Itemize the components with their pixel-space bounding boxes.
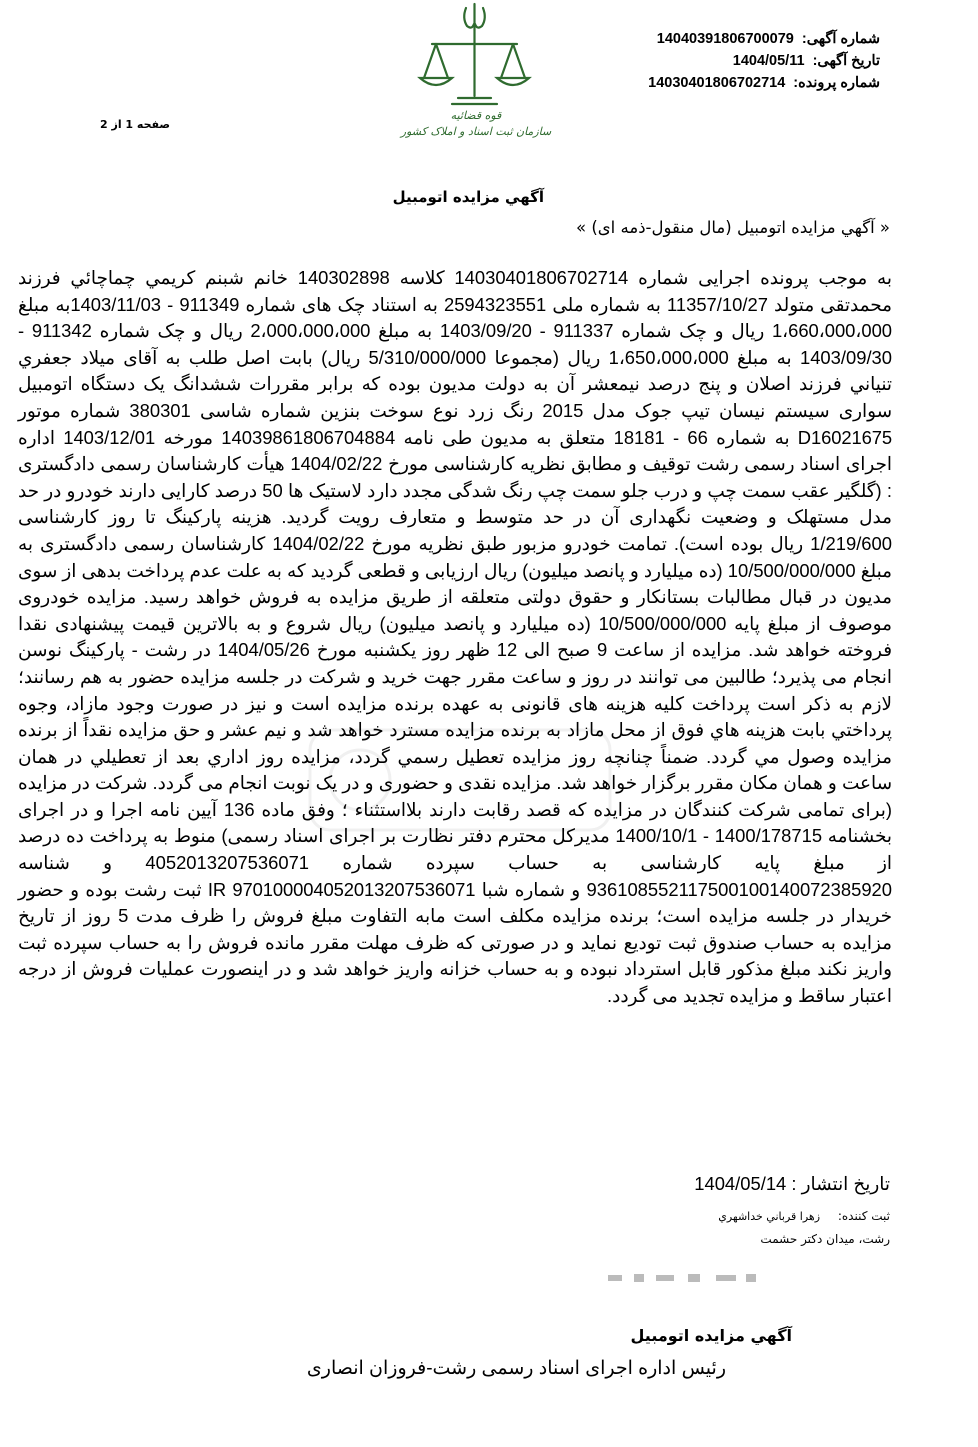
case-number-label: شماره پرونده: [793,75,880,91]
ad-date-value: 1404/05/11 [732,53,805,69]
ad-metadata [644,28,880,94]
registrar-address: رشت، میدان دکتر حشمت [760,1232,890,1246]
emblem-caption [386,108,566,140]
page-subtitle: « آگهي مزايده اتومبيل (مال منقول-ذمه ای) » [575,218,890,237]
publish-date-value: 1404/05/14 [694,1173,787,1194]
case-number-row [644,72,880,94]
ad-date-row [644,50,880,72]
ad-number-row [644,28,880,50]
publish-date-label: تاریخ انتشار : [791,1173,890,1194]
ad-number-label: شماره آگهی: [801,31,880,47]
announcement-body: به موجب پرونده اجرایی شماره 14030401806702714 کلاسه 140302898 خانم شبنم کريمي چماچائي فرزند محمدتقی متولد 11357/10/27 به شماره ملی 2594323551 به استناد چک های شماره 911349 - 1403/11/03به مبلغ 1،660،000،000 ریال و چک شماره 911337 - 1403/09/20 به مبلغ 2،000،000،000 ریال و چک شماره 911342 - 1403/09/30 به مبلغ 1،650،000،000 ریال (مجموعا 5/310/000/000 ریال) بابت اصل طلب به آقای میلاد جعفري تنياني فرزند اصلان و پنج درصد نیمعشر آن به دولت مدیون بوده که برابر مقررات ششدانگ یک دستگاه اتومبیل سواری سیستم نیسان تیپ جوک مدل 2015 رنگ زرد نوع سوخت بنزین شماره شاسی 380301 شماره موتور D16021675 به شماره 66 - 18181 متعلق به مدیون طی نامه 14039861806704884 مورخه 1403/12/01 اداره اجرای اسناد رسمی رشت توقیف و مطابق نظریه کارشناسی مورخ 1404/02/22 هيأت کارشناسان رسمی دادگستری : (گلگیر عقب سمت چپ و درب جلو سمت چپ رنگ شدگی مجدد دارد لاستیک ها 50 درصد کارایی دارند خودرو در حد مدل مستهلک و وضعیت نگهداری آن در حد متوسط و متعارف رویت گردید. هزینه پارکینگ تا روز کارشناسی 1/219/600 ریال بوده است). تمامت خودرو مزبور طبق نظریه مورخ 1404/02/22 کارشناسان رسمی دادگستری به مبلغ 10/500/000/000 (ده میلیارد و پانصد میلیون) ريال ارزيابی و قطعی گرديد که به علت عدم پرداخت بدهی از سوی مدیون در قبال مطالبات بستانکار و حقوق دولتی متعلقه از طریق مزایده به فروش خواهد رسید. مزایده خودروی موصوف از مبلغ پایه 10/500/000/000 (ده میلیارد و پانصد میلیون) ریال شروع و به بالاترین قیمت پیشنهادی نقدا فروخته خواهد شد. مزایده از ساعت 9 صبح الی 12 ظهر روز یکشنبه مورخ 1404/05/26 در رشت - پارکینگ نوسن انجام می پذیرد؛ طالبین می توانند در روز و ساعت مقرر جهت خرید و شرکت در جلسه مزایده حضور به هم رسانند؛ لازم به ذکر است پرداخت کلیه هزینه های قانونی به عهده برنده مزایده است و نیز در صورت وجود مازاد، وجوه پرداختي بابت هزينه هاي فوق از محل مازاد به برنده مزایده مسترد خواهد شد و نیم عشر و حق مزایده نقداً از برنده مزايده وصول مي گردد. ضمناً چنانچه روز مزايده تعطيل رسمي گردد، مزايده روز اداري بعد از تعطيلي در همان ساعت و همان مکان مقرر برگزار خواهد شد. مزایده نقدی و حضوری و در یک نوبت انجام می گردد. شرکت در مزایده (برای تمامی شرکت کنندگان در مزایده که قصد رقابت دارند بلااستثناء ؛ وفق ماده 136 آيين نامه اجرا و در اجرای بخشنامه 1400/178715 - 1400/10/1 مدیرکل محترم دفتر نظارت بر اجرای اسناد رسمی) منوط به پرداخت ده درصد از مبلغ پايه کارشناسی به حساب سپرده شماره 4052013207536071 و شناسه 936108552117500100140072385920 و شماره شبا IR 970100004052013207536071 ثبت رشت بوده و حضور خریدار در جلسه مزایده است؛ برنده مزایده مکلف است مابه التفاوت مبلغ فروش را ظرف مدت 5 روز از تاریخ مزایده به حساب صندوق ثبت تودیع نماید و در صورتی که ظرف مهلت مقرر مانده فروش را به حساب سپرده ثبت واریز نکند مبلغ مذکور قابل استرداد نبوده و به حساب خزانه واریز خواهد شد و در اینصورت عملیات فروش از درجه اعتبار ساقط و مزایده تجدید می گردد. [18,267,893,1007]
page-title: آگهي مزايده اتومبيل [392,188,544,206]
page-indicator: صفحه 1 از 2 [100,118,171,131]
faint-stamp-mark-icon [598,1272,768,1284]
publish-date-line [694,1173,890,1195]
case-number-value: 14030401806702714 [648,75,786,91]
registrar-label: ثبت کننده: [837,1209,890,1223]
ad-number-value: 14040391806700079 [656,31,794,47]
emblem-caption-line2: سازمان ثبت اسناد و املاک کشور [400,125,552,138]
registrar-line [718,1209,890,1223]
emblem-caption-line1: قوه قضائیه [450,109,502,122]
signer-line: رئیس اداره اجرای اسناد رسمی رشت-فروزان انصاری [306,1358,726,1379]
registrar-name: زهرا قرباني خداشهري [718,1210,821,1223]
ad-date-label: تاریخ آگهی: [812,53,880,69]
closing-title: آگهي مزايده اتومبيل [630,1326,792,1345]
